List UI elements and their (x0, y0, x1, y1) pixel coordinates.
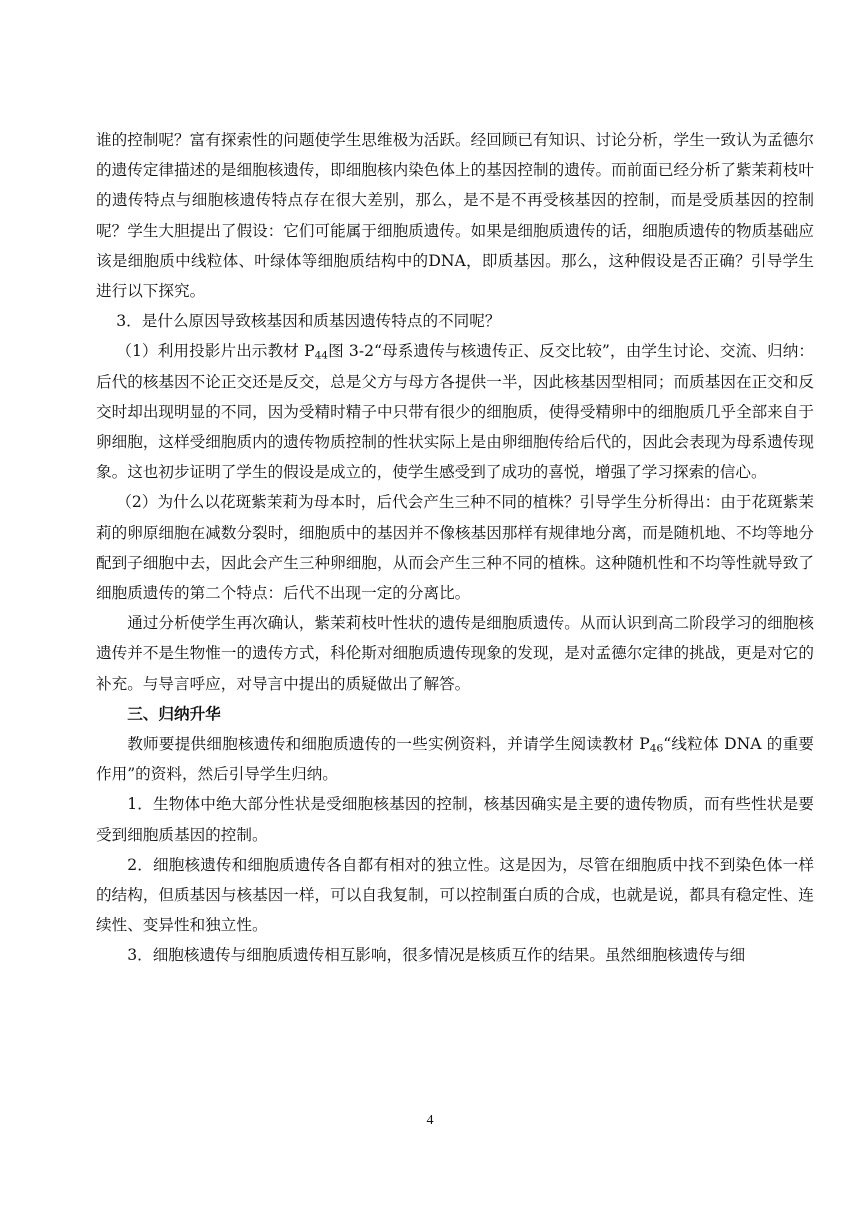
page-ref-subscript: 46 (649, 742, 664, 755)
paragraph-item-2: （2）为什么以花斑紫茉莉为母本时，后代会产生三种不同的植株？引导学生分析得出：由于花斑紫茉莉的卵原细胞在减数分裂时，细胞质中的基因并不像核基因那样有规律地分离，而是随机地、不均等地分配到子细胞中去，因此会产生三种卵细胞，从而会产生三种不同的植株。这种随机性和不均等性就导致了细胞质遗传的第二个特点：后代不出现一定的分离比。 (96, 493, 814, 603)
page-number: 4 (426, 1113, 434, 1128)
document-body (96, 125, 814, 971)
paragraph-item-1-text-b: 图 3-2“母系遗传与核遗传正、反交比较”，由学生讨论、交流、归纳：后代的核基因不论正交还是反交，总是父方与母方各提供一半，因此核基因型相同；而质基因在正交和反交时却出现明显的不同，因为受精时精子中只带有很少的细胞质，使得受精卵中的细胞质几乎全部来自于卵细胞，这样受细胞质内的遗传物质控制的性状实际上是由卵细胞传给后代的，因此会表现为母系遗传现象。这也初步证明了学生的假设是成立的，使学生感受到了成功的喜悦，增强了学习探索的信心。 (96, 342, 814, 482)
paragraph-point-3: 3．细胞核遗传与细胞质遗传相互影响，很多情况是核质互作的结果。虽然细胞核遗传与细 (127, 946, 746, 965)
paragraph-question-3: 3．是什么原因导致核基因和质基因遗传特点的不同呢？ (116, 312, 501, 331)
paragraph-point-2: 2．细胞核遗传和细胞质遗传各自都有相对的独立性。这是因为，尽管在细胞质中找不到染色体一样的结构，但质基因与核基因一样，可以自我复制，可以控制蛋白质的合成，也就是说，都具有稳定性、连续性、变异性和独立性。 (96, 855, 814, 935)
paragraph-item-1 (96, 336, 814, 487)
paragraph-intro-text-b: “线粒体 DNA 的重要作用”的资料，然后引导学生归纳。 (96, 735, 814, 784)
paragraph-intro (96, 729, 814, 789)
page-ref-subscript: 44 (314, 350, 329, 363)
paragraph-point-1: 1．生物体中绝大部分性状是受细胞核基因的控制，核基因确实是主要的遗传物质，而有些性状是要受到细胞质基因的控制。 (96, 795, 814, 844)
paragraph-summary: 通过分析使学生再次确认，紫茉莉枝叶性状的遗传是细胞质遗传。从而认识到高二阶段学习的细胞核遗传并不是生物惟一的遗传方式，科伦斯对细胞质遗传现象的发现，是对孟德尔定律的挑战，更是对它的补充。与导言呼应，对导言中提出的质疑做出了解答。 (96, 614, 814, 693)
paragraph-item-1-text-a: （1）利用投影片出示教材 P (116, 342, 315, 361)
section-heading: 三、归纳升华 (127, 703, 221, 723)
paragraph-continuation: 谁的控制呢？富有探索性的问题使学生思维极为活跃。经回顾已有知识、讨论分析，学生一致认为孟德尔的遗传定律描述的是细胞核遗传，即细胞核内染色体上的基因控制的遗传。而前面已经分析了紫茉莉枝叶的遗传特点与细胞核遗传特点存在很大差别，那么，是不是不再受核基因的控制，而是受质基因的控制呢？学生大胆提出了假设：它们可能属于细胞质遗传。如果是细胞质遗传的话，细胞质遗传的物质基础应该是细胞质中线粒体、叶绿体等细胞质结构中的DNA，即质基因。那么，这种假设是否正确？引导学生进行以下探究。 (96, 131, 814, 301)
paragraph-intro-text-a: 教师要提供细胞核遗传和细胞质遗传的一些实例资料，并请学生阅读教材 P (127, 735, 650, 754)
